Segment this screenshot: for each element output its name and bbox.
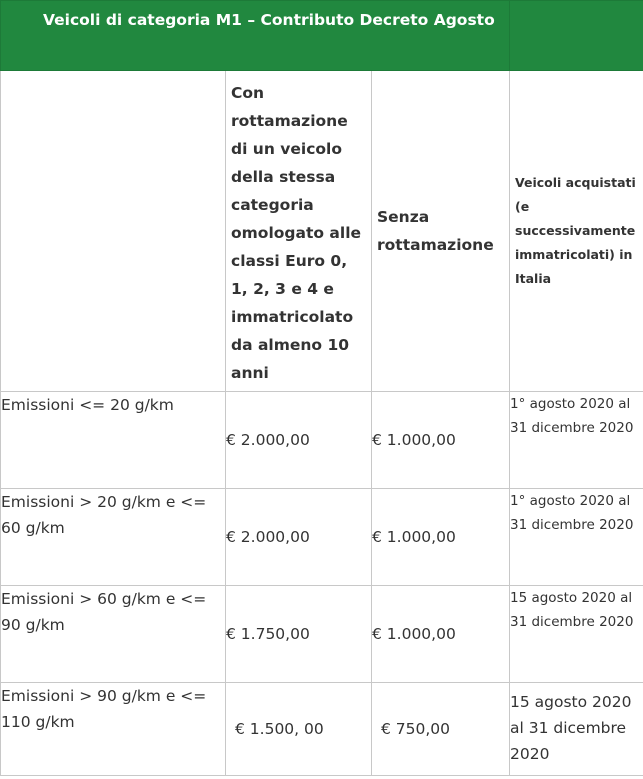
table-title: Veicoli di categoria M1 – Contributo Decreto Agosto [1,1,510,71]
col-header-vehicles: Veicoli acquistati (e successivamente immatricolati) in Italia [510,71,643,392]
col-header-without-scrappage: Senza rottamazione [372,71,510,392]
emissions-cell: Emissioni > 20 g/km e <= 60 g/km [1,489,226,586]
column-header-row [1,71,643,392]
emissions-cell: Emissioni <= 20 g/km [1,392,226,489]
without-scrappage-cell: € 1.000,00 [372,586,510,683]
without-scrappage-cell: € 750,00 [372,683,510,776]
table-header-row [1,1,643,71]
with-scrappage-cell: € 1.500, 00 [226,683,372,776]
period-cell: 1° agosto 2020 al 31 dicembre 2020 [510,392,643,489]
empty-header-cell [1,71,226,392]
col-header-with-scrappage: Con rottamazione di un veicolo della stessa categoria omologato alle classi Euro 0, 1, 2, 3 e 4 e immatricolato da almeno 10 anni [226,71,372,392]
period-cell: 1° agosto 2020 al 31 dicembre 2020 [510,489,643,586]
period-cell: 15 agosto 2020 al 31 dicembre 2020 [510,586,643,683]
table-row [1,392,643,489]
with-scrappage-cell: € 1.750,00 [226,586,372,683]
without-scrappage-cell: € 1.000,00 [372,489,510,586]
emissions-cell: Emissioni > 60 g/km e <= 90 g/km [1,586,226,683]
header-empty-cell [510,1,643,71]
without-scrappage-cell: € 1.000,00 [372,392,510,489]
table-row [1,683,643,776]
table-row [1,586,643,683]
with-scrappage-cell: € 2.000,00 [226,489,372,586]
table-row [1,489,643,586]
with-scrappage-cell: € 2.000,00 [226,392,372,489]
emissions-cell: Emissioni > 90 g/km e <= 110 g/km [1,683,226,776]
period-cell: 15 agosto 2020 al 31 dicembre 2020 [510,683,643,776]
